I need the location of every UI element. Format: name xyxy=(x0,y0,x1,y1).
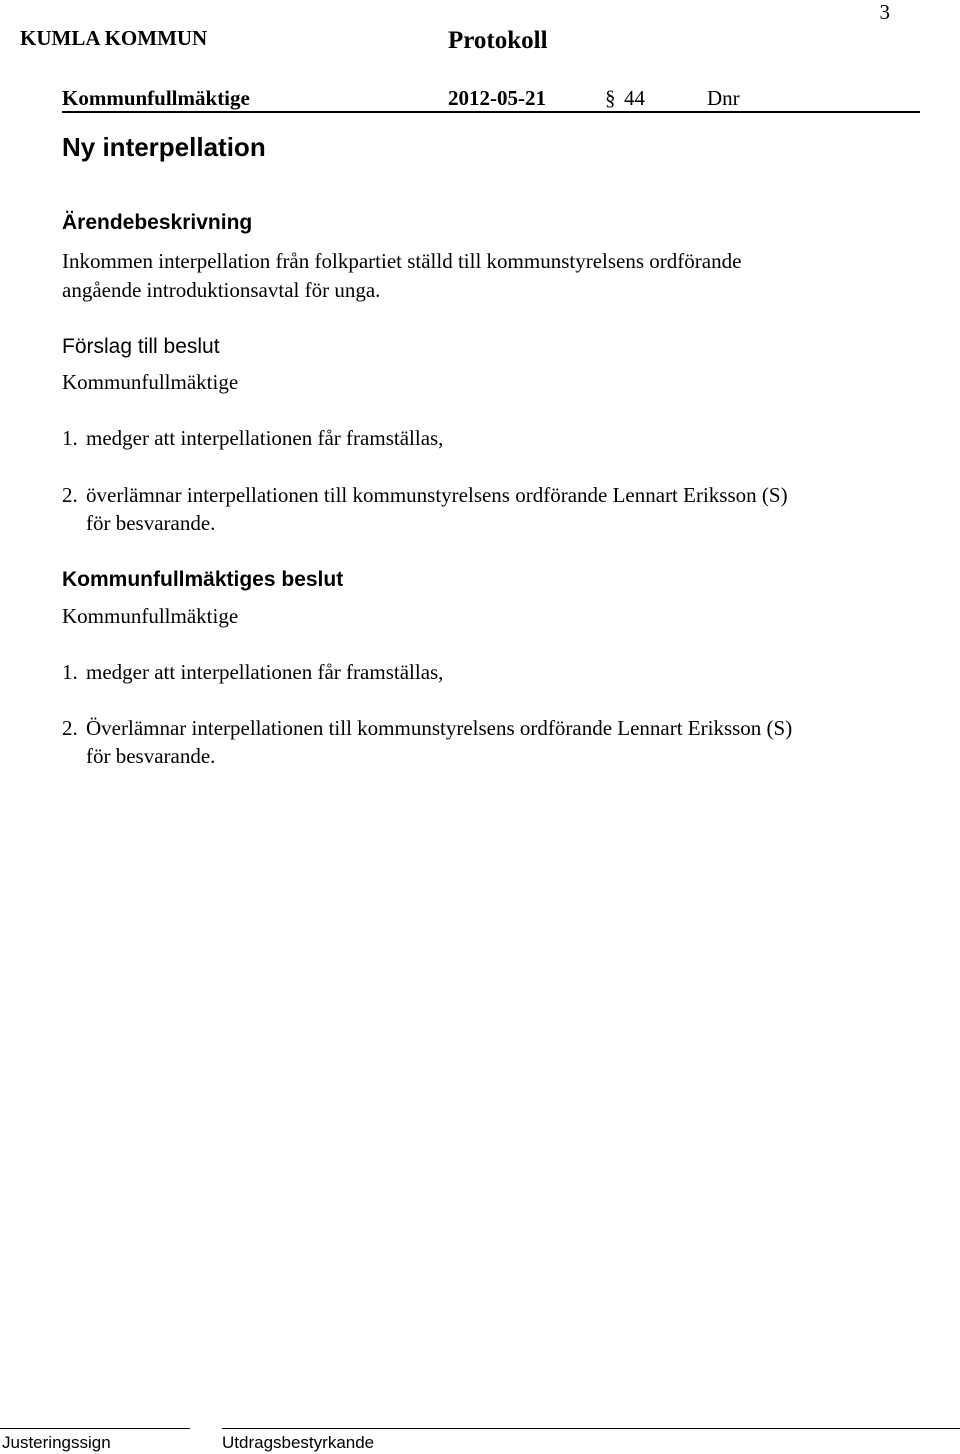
footer-signature-line-right xyxy=(222,1428,960,1429)
decision-item-number: 2. xyxy=(62,716,78,740)
decision-item-text: Överlämnar interpellationen till kommunstyrelsens ordförande Lennart Eriksson (S) xyxy=(86,716,793,740)
header-rule xyxy=(62,111,920,113)
section-sign: § xyxy=(605,86,616,110)
proposal-item-text: medger att interpellationen får framställas, xyxy=(86,426,444,450)
organization-name: KUMLA KOMMUN xyxy=(20,26,208,50)
section-number: 44 xyxy=(624,86,645,110)
decision-body: Kommunfullmäktige xyxy=(62,604,239,628)
description-heading: Ärendebeskrivning xyxy=(62,211,253,234)
page-number: 3 xyxy=(879,0,890,24)
proposal-item-number: 2. xyxy=(62,483,78,507)
proposal-body: Kommunfullmäktige xyxy=(62,370,239,394)
document-type: Protokoll xyxy=(448,27,548,54)
dnr-label: Dnr xyxy=(707,86,740,110)
proposal-heading: Förslag till beslut xyxy=(62,335,220,358)
proposal-item-number: 1. xyxy=(62,426,78,450)
footer-justeringssign: Justeringssign xyxy=(2,1433,111,1452)
page-title: Ny interpellation xyxy=(62,132,266,162)
decision-item-number: 1. xyxy=(62,660,78,684)
proposal-item-text: för besvarande. xyxy=(86,511,216,535)
description-line: angående introduktionsavtal för unga. xyxy=(62,278,381,302)
decision-heading: Kommunfullmäktiges beslut xyxy=(62,568,344,591)
footer-signature-line-left xyxy=(0,1428,190,1429)
description-line: Inkommen interpellation från folkpartiet ställd till kommunstyrelsens ordförande xyxy=(62,249,742,273)
decision-item-text: för besvarande. xyxy=(86,744,216,768)
decision-item-text: medger att interpellationen får framställas, xyxy=(86,660,444,684)
proposal-item-text: överlämnar interpellationen till kommunstyrelsens ordförande Lennart Eriksson (S) xyxy=(86,483,788,507)
meeting-body: Kommunfullmäktige xyxy=(62,86,250,110)
footer-utdragsbestyrkande: Utdragsbestyrkande xyxy=(222,1433,375,1452)
meeting-date: 2012-05-21 xyxy=(448,86,546,110)
